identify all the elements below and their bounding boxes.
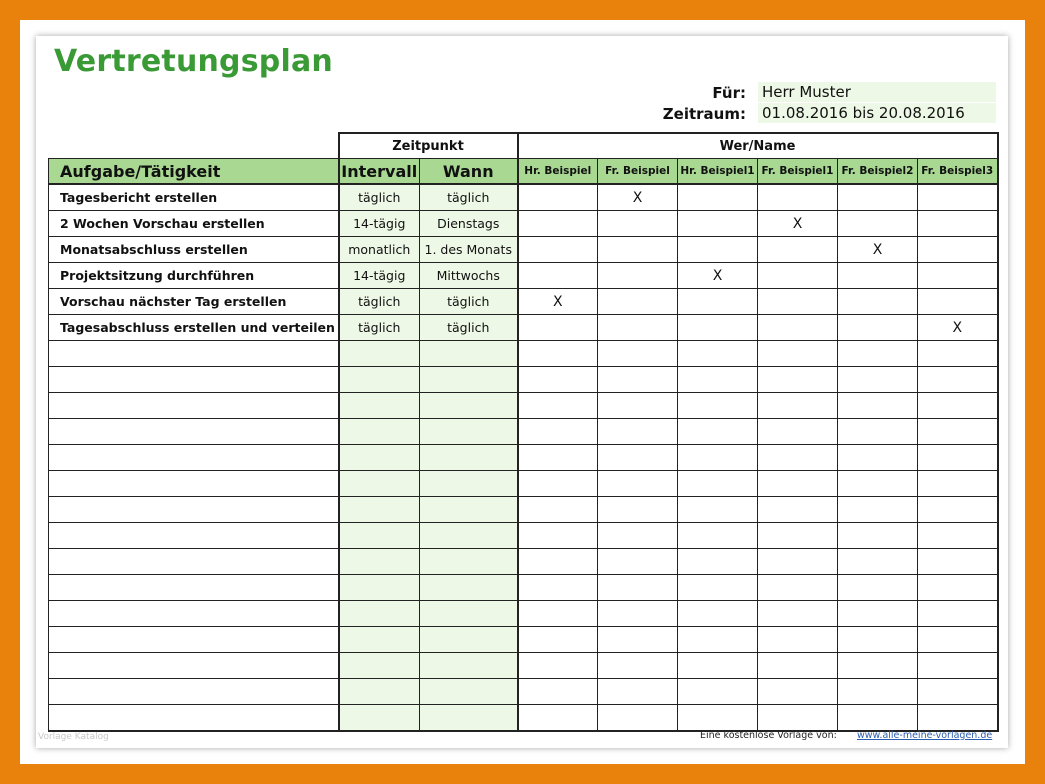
assignment-cell[interactable] bbox=[678, 497, 758, 523]
assignment-cell[interactable] bbox=[918, 445, 998, 471]
assignment-cell[interactable] bbox=[598, 601, 678, 627]
assignment-cell[interactable] bbox=[678, 289, 758, 315]
table-row bbox=[49, 497, 998, 523]
task-cell[interactable] bbox=[49, 393, 339, 419]
col-header-intervall: Intervall bbox=[339, 159, 420, 185]
intervall-cell[interactable] bbox=[339, 393, 420, 419]
assignment-cell[interactable] bbox=[918, 497, 998, 523]
assignment-cell[interactable] bbox=[758, 445, 838, 471]
assignment-cell[interactable] bbox=[678, 393, 758, 419]
assignment-cell[interactable] bbox=[518, 627, 598, 653]
table-row bbox=[49, 419, 998, 445]
task-cell[interactable] bbox=[49, 705, 339, 732]
assignment-cell[interactable] bbox=[518, 237, 598, 263]
table-row bbox=[49, 263, 998, 289]
task-cell[interactable] bbox=[49, 549, 339, 575]
assignment-cell[interactable] bbox=[598, 497, 678, 523]
assignment-cell[interactable] bbox=[838, 601, 918, 627]
group-zeitpunkt: Zeitpunkt bbox=[339, 133, 518, 159]
assignment-cell[interactable] bbox=[598, 575, 678, 601]
wann-cell[interactable] bbox=[420, 601, 518, 627]
wann-cell[interactable] bbox=[420, 471, 518, 497]
assignment-cell[interactable] bbox=[758, 289, 838, 315]
table-row bbox=[49, 653, 998, 679]
assignment-cell[interactable] bbox=[758, 315, 838, 341]
wann-cell[interactable] bbox=[420, 653, 518, 679]
wann-cell[interactable]: täglich bbox=[420, 289, 518, 315]
assignment-cell[interactable] bbox=[838, 679, 918, 705]
assignment-cell[interactable] bbox=[918, 549, 998, 575]
assignment-cell[interactable]: X bbox=[598, 184, 678, 211]
assignment-cell[interactable] bbox=[678, 445, 758, 471]
task-cell[interactable]: Tagesabschluss erstellen und verteilen bbox=[49, 315, 339, 341]
assignment-cell[interactable] bbox=[678, 419, 758, 445]
assignment-cell[interactable] bbox=[758, 471, 838, 497]
assignment-cell[interactable] bbox=[598, 289, 678, 315]
task-cell[interactable]: Tagesbericht erstellen bbox=[49, 184, 339, 211]
assignment-cell[interactable] bbox=[838, 263, 918, 289]
intervall-cell[interactable] bbox=[339, 653, 420, 679]
table-row bbox=[49, 367, 998, 393]
task-cell[interactable] bbox=[49, 419, 339, 445]
wann-cell[interactable] bbox=[420, 627, 518, 653]
assignment-cell[interactable] bbox=[918, 367, 998, 393]
intervall-cell[interactable] bbox=[339, 523, 420, 549]
assignment-cell[interactable] bbox=[598, 341, 678, 367]
assignment-cell[interactable] bbox=[598, 627, 678, 653]
task-cell[interactable] bbox=[49, 679, 339, 705]
assignment-cell[interactable] bbox=[918, 184, 998, 211]
wann-cell[interactable]: täglich bbox=[420, 315, 518, 341]
assignment-cell[interactable] bbox=[918, 705, 998, 732]
assignment-cell[interactable] bbox=[678, 184, 758, 211]
wann-cell[interactable]: Dienstags bbox=[420, 211, 518, 237]
assignment-cell[interactable] bbox=[598, 445, 678, 471]
table-row bbox=[49, 627, 998, 653]
task-cell[interactable] bbox=[49, 523, 339, 549]
intervall-cell[interactable]: täglich bbox=[339, 315, 420, 341]
assignment-cell[interactable] bbox=[598, 237, 678, 263]
group-header-row bbox=[49, 133, 998, 159]
assignment-cell[interactable] bbox=[598, 263, 678, 289]
table-row bbox=[49, 211, 998, 237]
assignment-cell[interactable] bbox=[918, 419, 998, 445]
table-row bbox=[49, 601, 998, 627]
assignment-cell[interactable] bbox=[918, 237, 998, 263]
task-cell[interactable] bbox=[49, 497, 339, 523]
task-cell[interactable] bbox=[49, 627, 339, 653]
assignment-cell[interactable] bbox=[518, 549, 598, 575]
assignment-cell[interactable] bbox=[918, 289, 998, 315]
fuer-label: Für: bbox=[712, 84, 746, 102]
intervall-cell[interactable] bbox=[339, 445, 420, 471]
assignment-cell[interactable] bbox=[598, 367, 678, 393]
intervall-cell[interactable] bbox=[339, 471, 420, 497]
task-cell[interactable] bbox=[49, 341, 339, 367]
assignment-cell[interactable] bbox=[678, 679, 758, 705]
table-row bbox=[49, 315, 998, 341]
assignment-cell[interactable] bbox=[838, 184, 918, 211]
assignment-cell[interactable] bbox=[918, 523, 998, 549]
document-sheet bbox=[36, 36, 1008, 748]
assignment-cell[interactable] bbox=[678, 471, 758, 497]
task-cell[interactable] bbox=[49, 575, 339, 601]
assignment-cell[interactable] bbox=[838, 497, 918, 523]
assignment-cell[interactable] bbox=[758, 367, 838, 393]
wann-cell[interactable] bbox=[420, 705, 518, 732]
col-header-person: Fr. Beispiel1 bbox=[758, 159, 838, 185]
assignment-cell[interactable] bbox=[838, 315, 918, 341]
table-body bbox=[49, 184, 998, 731]
table-row bbox=[49, 471, 998, 497]
watermark: Vorlage Katalog bbox=[38, 732, 109, 742]
task-cell[interactable] bbox=[49, 653, 339, 679]
page-frame bbox=[20, 20, 1025, 764]
table-row bbox=[49, 341, 998, 367]
table-row bbox=[49, 445, 998, 471]
assignment-cell[interactable] bbox=[758, 184, 838, 211]
zeitraum-label: Zeitraum: bbox=[662, 105, 746, 123]
assignment-cell[interactable] bbox=[678, 601, 758, 627]
wann-cell[interactable] bbox=[420, 419, 518, 445]
assignment-cell[interactable] bbox=[758, 523, 838, 549]
assignment-cell[interactable] bbox=[518, 393, 598, 419]
assignment-cell[interactable] bbox=[518, 315, 598, 341]
assignment-cell[interactable] bbox=[598, 471, 678, 497]
schedule-table bbox=[48, 132, 999, 732]
assignment-cell[interactable] bbox=[838, 471, 918, 497]
assignment-cell[interactable] bbox=[918, 263, 998, 289]
assignment-cell[interactable]: X bbox=[518, 289, 598, 315]
col-header-person: Fr. Beispiel3 bbox=[918, 159, 998, 185]
intervall-cell[interactable] bbox=[339, 601, 420, 627]
table-row bbox=[49, 184, 998, 211]
assignment-cell[interactable] bbox=[518, 679, 598, 705]
column-header-row bbox=[49, 159, 998, 185]
col-header-wann: Wann bbox=[420, 159, 518, 185]
assignment-cell[interactable] bbox=[678, 705, 758, 732]
assignment-cell[interactable] bbox=[918, 601, 998, 627]
assignment-cell[interactable] bbox=[838, 575, 918, 601]
assignment-cell[interactable] bbox=[838, 549, 918, 575]
intervall-cell[interactable] bbox=[339, 419, 420, 445]
assignment-cell[interactable] bbox=[598, 523, 678, 549]
assignment-cell[interactable] bbox=[598, 315, 678, 341]
wann-cell[interactable] bbox=[420, 341, 518, 367]
intervall-cell[interactable] bbox=[339, 627, 420, 653]
zeitraum-value: 01.08.2016 bis 20.08.2016 bbox=[758, 103, 996, 123]
assignment-cell[interactable] bbox=[758, 653, 838, 679]
assignment-cell[interactable] bbox=[678, 575, 758, 601]
assignment-cell[interactable] bbox=[678, 315, 758, 341]
assignment-cell[interactable] bbox=[678, 211, 758, 237]
table-row bbox=[49, 679, 998, 705]
intervall-cell[interactable] bbox=[339, 679, 420, 705]
group-wer-name: Wer/Name bbox=[518, 133, 998, 159]
assignment-cell[interactable] bbox=[758, 575, 838, 601]
task-cell[interactable] bbox=[49, 601, 339, 627]
intervall-cell[interactable] bbox=[339, 341, 420, 367]
assignment-cell[interactable] bbox=[918, 211, 998, 237]
fuer-value: Herr Muster bbox=[758, 82, 996, 102]
intervall-cell[interactable] bbox=[339, 367, 420, 393]
assignment-cell[interactable] bbox=[838, 653, 918, 679]
assignment-cell[interactable] bbox=[518, 523, 598, 549]
assignment-cell[interactable]: X bbox=[678, 263, 758, 289]
assignment-cell[interactable] bbox=[678, 549, 758, 575]
assignment-cell[interactable] bbox=[518, 367, 598, 393]
assignment-cell[interactable] bbox=[518, 184, 598, 211]
col-header-person: Hr. Beispiel bbox=[518, 159, 598, 185]
assignment-cell[interactable] bbox=[758, 705, 838, 732]
task-cell[interactable]: Vorschau nächster Tag erstellen bbox=[49, 289, 339, 315]
assignment-cell[interactable] bbox=[918, 653, 998, 679]
assignment-cell[interactable] bbox=[518, 575, 598, 601]
assignment-cell[interactable] bbox=[518, 497, 598, 523]
assignment-cell[interactable]: X bbox=[918, 315, 998, 341]
wann-cell[interactable] bbox=[420, 445, 518, 471]
assignment-cell[interactable] bbox=[838, 393, 918, 419]
intervall-cell[interactable] bbox=[339, 549, 420, 575]
assignment-cell[interactable] bbox=[838, 445, 918, 471]
assignment-cell[interactable] bbox=[598, 679, 678, 705]
wann-cell[interactable] bbox=[420, 679, 518, 705]
assignment-cell[interactable] bbox=[518, 341, 598, 367]
task-cell[interactable] bbox=[49, 367, 339, 393]
wann-cell[interactable] bbox=[420, 367, 518, 393]
assignment-cell[interactable] bbox=[758, 627, 838, 653]
col-header-task: Aufgabe/Tätigkeit bbox=[49, 159, 339, 185]
assignment-cell[interactable] bbox=[598, 705, 678, 732]
wann-cell[interactable] bbox=[420, 497, 518, 523]
intervall-cell[interactable]: 14-tägig bbox=[339, 263, 420, 289]
assignment-cell[interactable] bbox=[838, 367, 918, 393]
assignment-cell[interactable] bbox=[758, 549, 838, 575]
wann-cell[interactable] bbox=[420, 523, 518, 549]
wann-cell[interactable]: 1. des Monats bbox=[420, 237, 518, 263]
assignment-cell[interactable] bbox=[838, 341, 918, 367]
assignment-cell[interactable] bbox=[518, 705, 598, 732]
table-row bbox=[49, 237, 998, 263]
assignment-cell[interactable] bbox=[758, 341, 838, 367]
footer-link[interactable]: www.alle-meine-vorlagen.de bbox=[857, 730, 993, 741]
assignment-cell[interactable] bbox=[518, 445, 598, 471]
intervall-cell[interactable]: monatlich bbox=[339, 237, 420, 263]
table-row bbox=[49, 393, 998, 419]
task-cell[interactable] bbox=[49, 471, 339, 497]
col-header-person: Hr. Beispiel1 bbox=[678, 159, 758, 185]
assignment-cell[interactable] bbox=[838, 627, 918, 653]
assignment-cell[interactable] bbox=[918, 627, 998, 653]
assignment-cell[interactable] bbox=[518, 601, 598, 627]
intervall-cell[interactable] bbox=[339, 705, 420, 732]
assignment-cell[interactable] bbox=[758, 393, 838, 419]
assignment-cell[interactable] bbox=[678, 367, 758, 393]
assignment-cell[interactable] bbox=[758, 497, 838, 523]
assignment-cell[interactable] bbox=[838, 419, 918, 445]
task-cell[interactable] bbox=[49, 445, 339, 471]
assignment-cell[interactable] bbox=[918, 471, 998, 497]
wann-cell[interactable]: Mittwochs bbox=[420, 263, 518, 289]
assignment-cell[interactable] bbox=[518, 653, 598, 679]
intervall-cell[interactable] bbox=[339, 575, 420, 601]
assignment-cell[interactable] bbox=[838, 523, 918, 549]
assignment-cell[interactable] bbox=[838, 705, 918, 732]
col-header-person: Fr. Beispiel bbox=[598, 159, 678, 185]
table-row bbox=[49, 289, 998, 315]
intervall-cell[interactable]: 14-tägig bbox=[339, 211, 420, 237]
assignment-cell[interactable]: X bbox=[758, 211, 838, 237]
wann-cell[interactable] bbox=[420, 393, 518, 419]
assignment-cell[interactable] bbox=[518, 263, 598, 289]
wann-cell[interactable] bbox=[420, 549, 518, 575]
assignment-cell[interactable] bbox=[678, 627, 758, 653]
assignment-cell[interactable] bbox=[918, 575, 998, 601]
assignment-cell[interactable] bbox=[598, 419, 678, 445]
task-cell[interactable]: Monatsabschluss erstellen bbox=[49, 237, 339, 263]
task-cell[interactable]: Projektsitzung durchführen bbox=[49, 263, 339, 289]
table-row bbox=[49, 575, 998, 601]
wann-cell[interactable] bbox=[420, 575, 518, 601]
table-row bbox=[49, 549, 998, 575]
assignment-cell[interactable] bbox=[758, 237, 838, 263]
assignment-cell[interactable] bbox=[518, 211, 598, 237]
assignment-cell[interactable] bbox=[838, 289, 918, 315]
page-title: Vertretungsplan bbox=[54, 44, 333, 79]
assignment-cell[interactable] bbox=[598, 549, 678, 575]
task-cell[interactable]: 2 Wochen Vorschau erstellen bbox=[49, 211, 339, 237]
table-row bbox=[49, 523, 998, 549]
intervall-cell[interactable]: täglich bbox=[339, 289, 420, 315]
intervall-cell[interactable]: täglich bbox=[339, 184, 420, 211]
assignment-cell[interactable] bbox=[598, 393, 678, 419]
assignment-cell[interactable] bbox=[598, 211, 678, 237]
assignment-cell[interactable] bbox=[758, 601, 838, 627]
footer-text: Eine kostenlose Vorlage von: bbox=[700, 730, 837, 741]
assignment-cell[interactable] bbox=[678, 523, 758, 549]
assignment-cell[interactable] bbox=[518, 419, 598, 445]
assignment-cell[interactable] bbox=[918, 679, 998, 705]
wann-cell[interactable]: täglich bbox=[420, 184, 518, 211]
assignment-cell[interactable] bbox=[758, 679, 838, 705]
assignment-cell[interactable] bbox=[518, 471, 598, 497]
intervall-cell[interactable] bbox=[339, 497, 420, 523]
assignment-cell[interactable] bbox=[598, 653, 678, 679]
table-row bbox=[49, 705, 998, 732]
assignment-cell[interactable]: X bbox=[838, 237, 918, 263]
assignment-cell[interactable] bbox=[678, 341, 758, 367]
assignment-cell[interactable] bbox=[678, 237, 758, 263]
assignment-cell[interactable] bbox=[918, 341, 998, 367]
assignment-cell[interactable] bbox=[758, 419, 838, 445]
group-spacer bbox=[49, 133, 339, 159]
col-header-person: Fr. Beispiel2 bbox=[838, 159, 918, 185]
assignment-cell[interactable] bbox=[838, 211, 918, 237]
assignment-cell[interactable] bbox=[678, 653, 758, 679]
assignment-cell[interactable] bbox=[758, 263, 838, 289]
assignment-cell[interactable] bbox=[918, 393, 998, 419]
